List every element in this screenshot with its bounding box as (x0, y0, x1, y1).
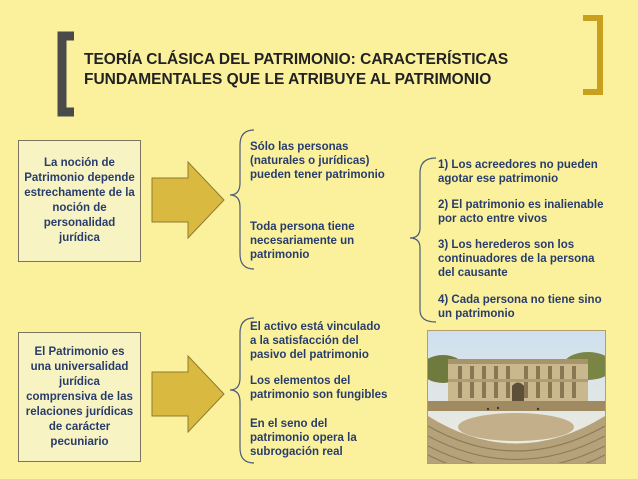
list-item-acreedores: 1) Los acreedores no pueden agotar ese patrimonio (438, 159, 598, 185)
list-item-inalienable: 2) El patrimonio es inalienable por acto entre vivos (438, 199, 604, 225)
roman-theatre-photo (427, 330, 606, 464)
box-text: El Patrimonio es una universalidad jurídica comprensiva de las relaciones jurídicas de carácter pecuniario (25, 345, 134, 448)
box-nocion-patrimonio (18, 140, 141, 262)
arrow-top (152, 162, 224, 238)
slide-title: TEORÍA CLÁSICA DEL PATRIMONIO: CARACTERÍSTICAS FUNDAMENTALES QUE LE ATRIBUYE AL PATRIMONIO (84, 51, 509, 88)
box-text: La noción de Patrimonio depende estrechamente de la noción de personalidad jurídica (24, 157, 135, 244)
text-solo-personas: Sólo las personas (naturales o jurídicas) pueden tener patrimonio (250, 141, 385, 181)
text-toda-persona: Toda persona tiene necesariamente un patrimonio (250, 221, 355, 261)
text-elementos-fungibles: Los elementos del patrimonio son fungibles (250, 375, 388, 401)
box-universalidad-juridica (18, 332, 141, 462)
arrow-bottom (152, 356, 224, 432)
list-item-un-patrimonio: 4) Cada persona no tiene sino un patrimonio (438, 294, 602, 320)
text-activo-vinculado: El activo está vinculado a la satisfacción del pasivo del patrimonio (250, 321, 381, 361)
text-subrogacion-real: En el seno del patrimonio opera la subrogación real (250, 418, 357, 458)
list-item-herederos: 3) Los herederos son los continuadores de la persona del causante (438, 239, 595, 279)
roman-theatre-illustration (428, 331, 605, 463)
right-bracket (583, 18, 600, 92)
brace-right (410, 158, 436, 322)
left-bracket (62, 36, 74, 112)
